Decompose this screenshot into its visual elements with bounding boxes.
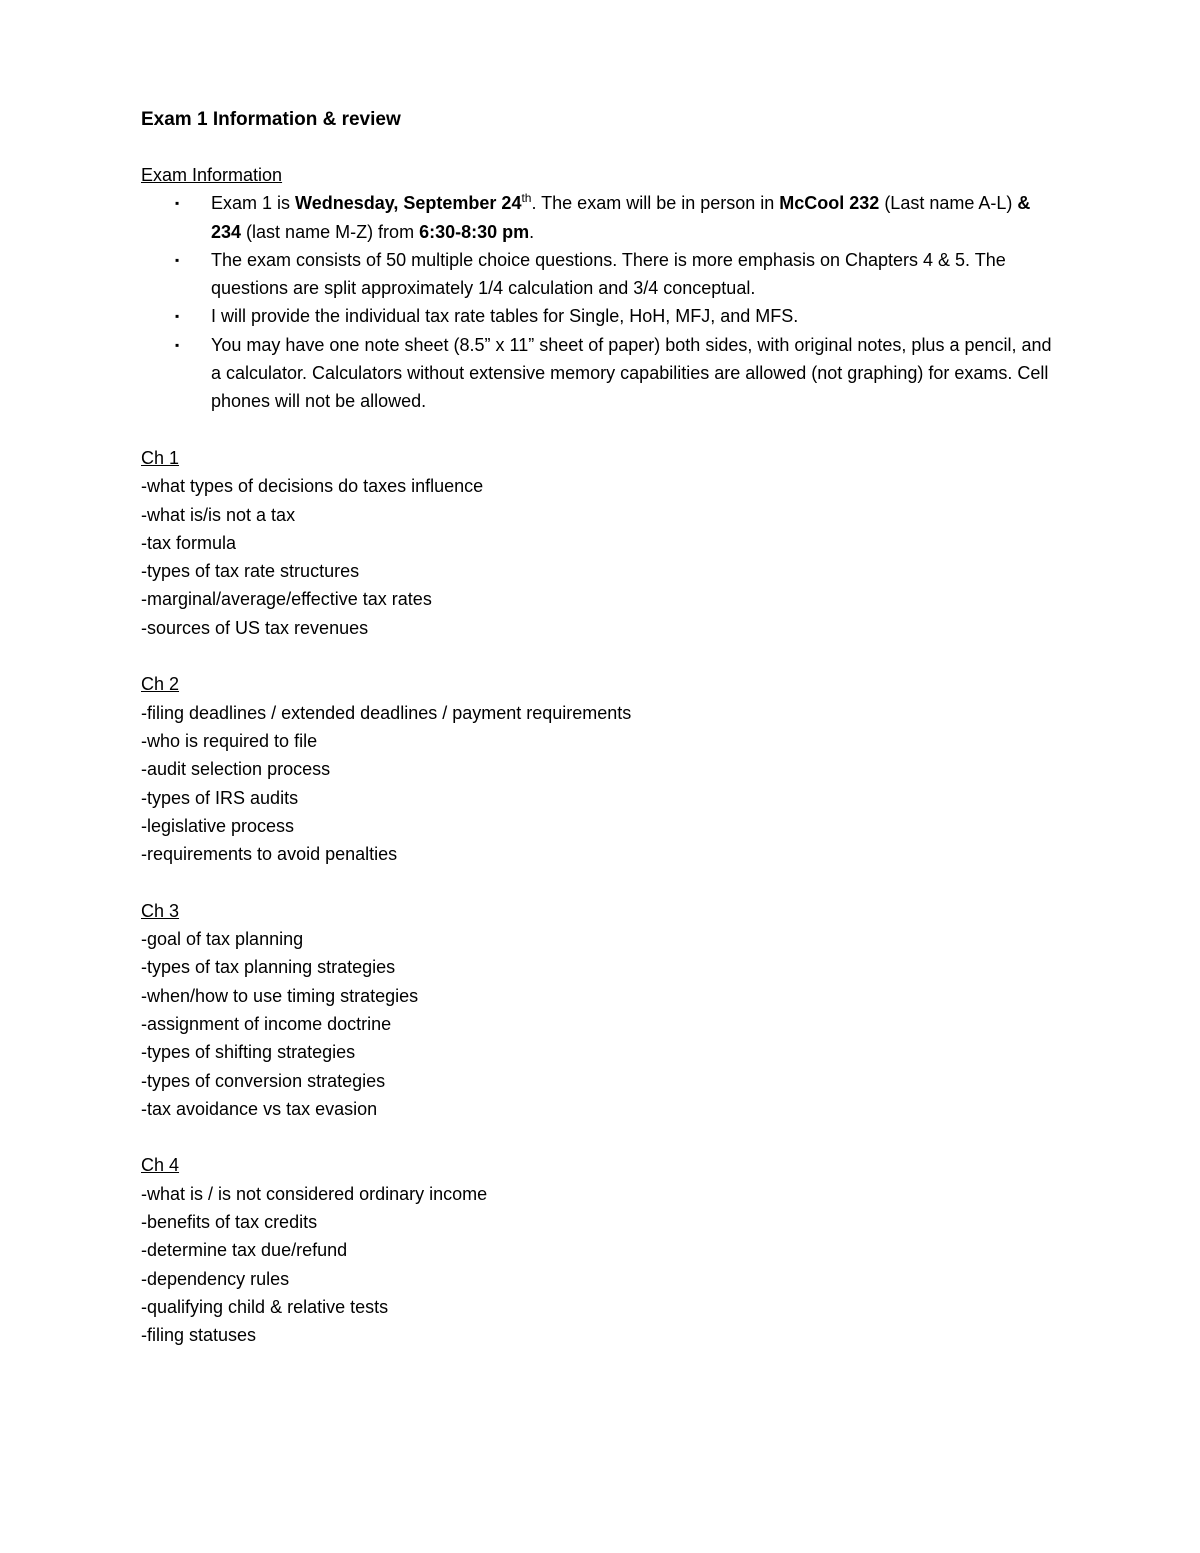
square-bullet-icon: ▪ (175, 196, 180, 211)
chapter-1-topic: -sources of US tax revenues (141, 617, 369, 638)
chapter-4-topic: -filing statuses (141, 1325, 257, 1346)
chapter-3-topic: -tax avoidance vs tax evasion (141, 1098, 378, 1119)
chapter-1-topic: -what types of decisions do taxes influence (141, 476, 484, 497)
chapter-4-topic: -determine tax due/refund (141, 1240, 348, 1261)
chapter-2-topic: -types of IRS audits (141, 787, 299, 808)
chapter-1-topic: -types of tax rate structures (141, 561, 360, 582)
chapter-1-heading: Ch 1 (141, 447, 180, 468)
chapter-4-topic: -dependency rules (141, 1268, 290, 1289)
square-bullet-icon: ▪ (175, 309, 180, 324)
chapter-4-heading: Ch 4 (141, 1155, 180, 1176)
exam-room-1: McCool 232 (779, 193, 880, 214)
chapter-2-topic: -legislative process (141, 815, 295, 836)
chapter-3-topic: -when/how to use timing strategies (141, 985, 419, 1006)
square-bullet-icon: ▪ (175, 252, 180, 267)
exam-info-bullet-3: ▪ I will provide the individual tax rate tables for Single, HoH, MFJ, and MFS. (141, 302, 1061, 330)
chapter-2-topic: -filing deadlines / extended deadlines / payment requirements (141, 702, 632, 723)
exam-info-bullet-1: ▪ Exam 1 is Wednesday, September 24th. The exam will be in person in McCool 232 (Last name A-L) & 234 (last name M-Z) from 6:30-8:30 pm. (175, 191, 1031, 242)
chapter-2-topic: -requirements to avoid penalties (141, 844, 398, 865)
exam-information-list (141, 189, 1061, 415)
chapter-3-topic: -assignment of income doctrine (141, 1013, 392, 1034)
document-title: Exam 1 Information & review (141, 109, 401, 130)
chapter-1-topic: -tax formula (141, 532, 237, 553)
square-bullet-icon: ▪ (175, 337, 180, 352)
chapter-3-heading: Ch 3 (141, 900, 180, 921)
chapter-1-topic: -what is/is not a tax (141, 504, 296, 525)
chapter-3-topic: -types of conversion strategies (141, 1070, 386, 1091)
chapter-2-topic: -audit selection process (141, 759, 331, 780)
chapter-3-topic: -types of shifting strategies (141, 1042, 356, 1063)
exam-info-bullet-4: ▪ You may have one note sheet (8.5” x 11” sheet of paper) both sides, with original notes, plus a pencil, and a calculator. Calculators without extensive memory capabilities are allowed (not graphing) for exams. Cell phones will not be allowed. (141, 331, 1061, 416)
chapter-4-topic: -what is / is not considered ordinary income (141, 1183, 488, 1204)
chapter-2-heading: Ch 2 (141, 674, 180, 695)
chapter-2-topic: -who is required to file (141, 730, 318, 751)
chapter-4-topic: -qualifying child & relative tests (141, 1296, 389, 1317)
exam-time: 6:30-8:30 pm (419, 221, 530, 242)
exam-info-bullet-2: ▪ The exam consists of 50 multiple choice questions. There is more emphasis on Chapters 4 & 5. The questions are split approximately 1/4 calculation and 3/4 conceptual. (141, 246, 1061, 303)
exam-date: Wednesday, September 24 (295, 193, 522, 214)
exam-information-heading: Exam Information (141, 165, 283, 185)
chapter-4-topic: -benefits of tax credits (141, 1211, 318, 1232)
chapter-3-topic: -goal of tax planning (141, 929, 304, 950)
exam-room-2: & 234 (211, 193, 1031, 242)
chapter-1-topic: -marginal/average/effective tax rates (141, 589, 432, 610)
chapter-3-topic: -types of tax planning strategies (141, 957, 396, 978)
document-content (141, 104, 1061, 1349)
